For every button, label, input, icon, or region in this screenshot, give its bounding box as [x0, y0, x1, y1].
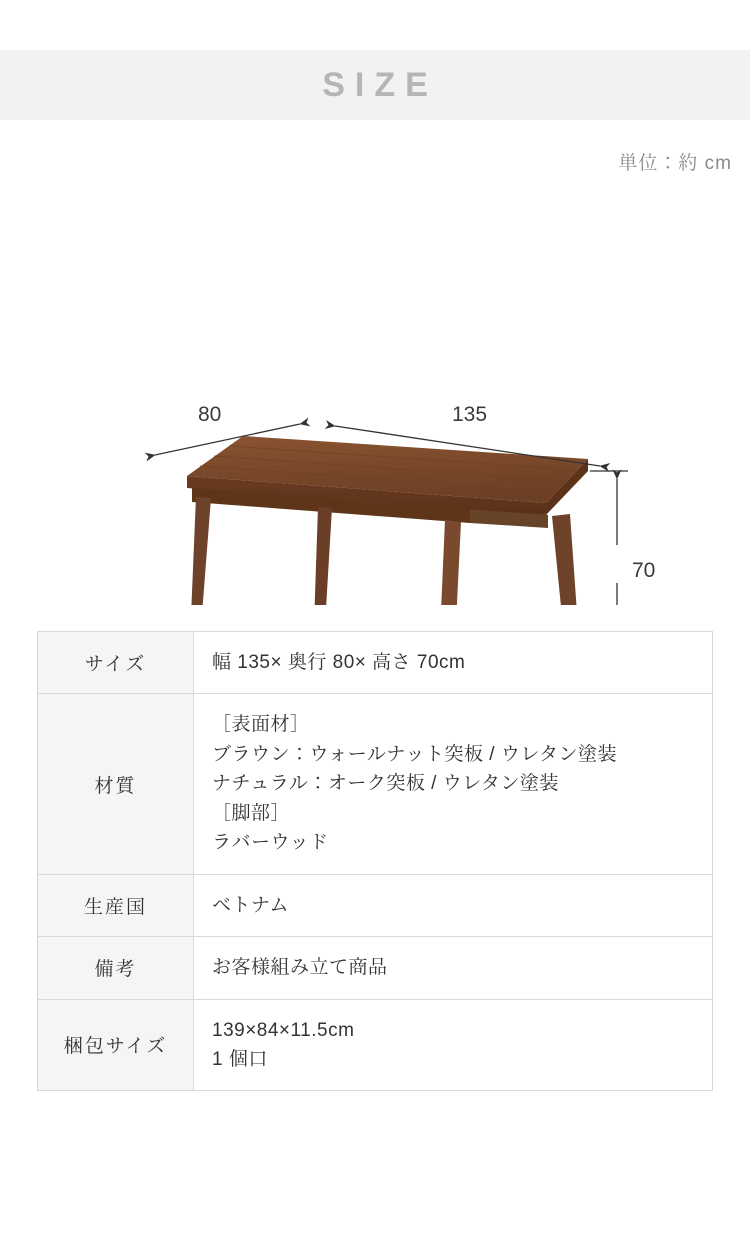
- spec-row-value-line: お客様組み立て商品: [212, 957, 388, 979]
- spec-row-value-line: ブラウン：ウォールナット突板 / ウレタン塗装: [212, 743, 618, 765]
- spec-row-value: [194, 999, 713, 1091]
- spec-row-value-line: ［表面材］: [212, 714, 310, 736]
- width-label: 135: [452, 403, 488, 426]
- spec-table-wrapper: [0, 631, 750, 1091]
- unit-note: 単位：約 cm: [618, 153, 732, 174]
- spec-row-value: [194, 937, 713, 999]
- table-row: [38, 632, 713, 694]
- spec-row-value-line: ベトナム: [212, 894, 290, 916]
- page-title: SIZE: [322, 65, 438, 104]
- spec-row-value-line: 幅 135× 奥行 80× 高さ 70cm: [212, 652, 466, 673]
- spec-row-header: 備考: [38, 937, 194, 999]
- table-row: [38, 694, 713, 874]
- table-illustration: [0, 185, 750, 605]
- height-dimension: [590, 471, 628, 605]
- spec-row-value: [194, 632, 713, 694]
- spec-row-value-line: 1 個口: [212, 1048, 268, 1070]
- spec-row-header: 生産国: [38, 874, 194, 936]
- spec-row-value-line: ナチュラル：オーク突板 / ウレタン塗装: [212, 773, 559, 795]
- height-label: 70: [632, 559, 656, 582]
- table-row: [38, 999, 713, 1091]
- spec-row-value-line: ［脚部］: [212, 802, 291, 824]
- spec-row-value: [194, 694, 713, 874]
- depth-label: 80: [198, 403, 222, 426]
- table-dimension-diagram: [0, 185, 750, 605]
- spec-table: [37, 631, 713, 1091]
- spec-row-value-line: 139×84×11.5cm: [212, 1019, 355, 1041]
- size-banner: [0, 50, 750, 120]
- spec-row-header: 材質: [38, 694, 194, 874]
- spec-row-header: 梱包サイズ: [38, 999, 194, 1091]
- table-row: [38, 874, 713, 936]
- spec-row-value-line: ラバーウッド: [212, 832, 329, 854]
- spec-row-header: サイズ: [38, 632, 194, 694]
- spec-row-value: [194, 874, 713, 936]
- table-row: [38, 937, 713, 999]
